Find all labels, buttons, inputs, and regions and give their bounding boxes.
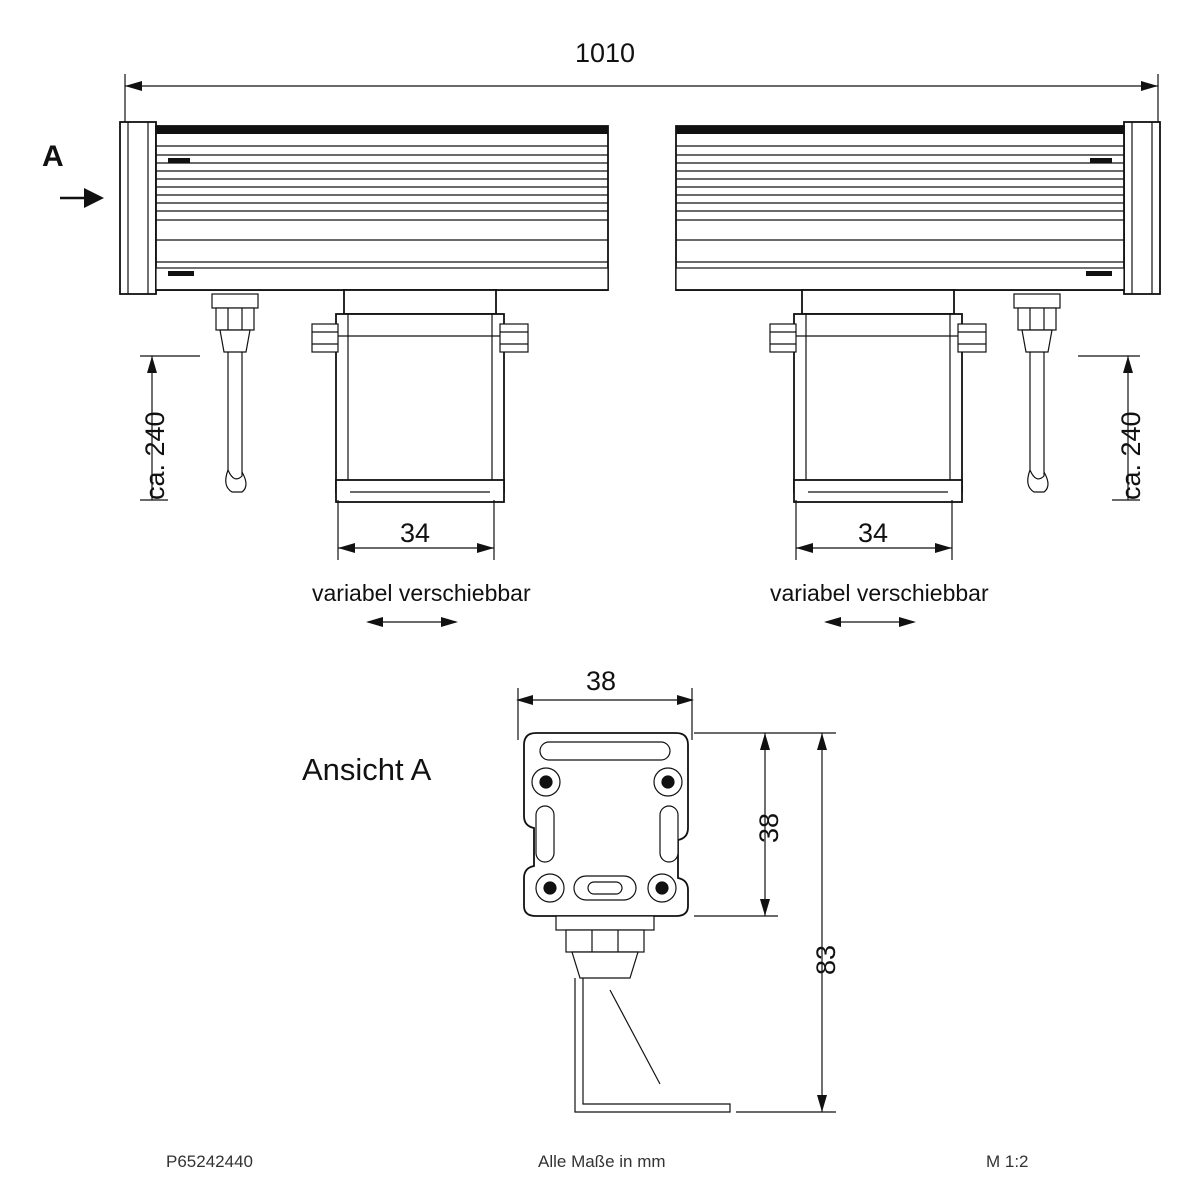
- cable-gland-right: [1014, 294, 1060, 492]
- footer-units-note: Alle Maße in mm: [538, 1152, 666, 1171]
- dimension-label-view-a-height: 38: [754, 812, 784, 843]
- dimension-label-height-left: ca. 240: [140, 411, 170, 500]
- dimension-label-view-a-width: 38: [586, 666, 617, 696]
- dimension-label-view-a-total-height: 83: [811, 944, 841, 975]
- footer-scale: M 1:2: [986, 1152, 1029, 1171]
- dimension-label-height-right: ca. 240: [1116, 411, 1146, 500]
- view-a-bracket: [524, 733, 730, 1112]
- dimension-view-a-total-height: [736, 733, 836, 1112]
- dimension-label-bracket-width-left: 34: [400, 518, 431, 548]
- mounting-bracket-left: [312, 290, 528, 502]
- note-slide-right: variabel verschiebbar: [770, 580, 989, 606]
- view-a-title-letter: A: [410, 752, 432, 787]
- note-slide-left: variabel verschiebbar: [312, 580, 531, 606]
- section-arrow-label: A: [42, 140, 64, 173]
- view-a-title: [302, 752, 431, 788]
- dimension-label-bracket-width-right: 34: [858, 518, 889, 548]
- mounting-bracket-right: [770, 290, 986, 502]
- section-arrow-a: [60, 188, 104, 208]
- luminaire-body-left: [120, 122, 608, 294]
- dimension-overall-length: [125, 74, 1158, 125]
- footer-part-number: P65242440: [166, 1152, 253, 1171]
- view-a-title-text: Ansicht: [302, 752, 404, 787]
- luminaire-body-right: [676, 122, 1160, 294]
- slide-arrow-right: [824, 617, 916, 627]
- cable-gland-left: [212, 294, 258, 492]
- slide-arrow-left: [366, 617, 458, 627]
- dimension-label-overall-length: 1010: [575, 38, 636, 68]
